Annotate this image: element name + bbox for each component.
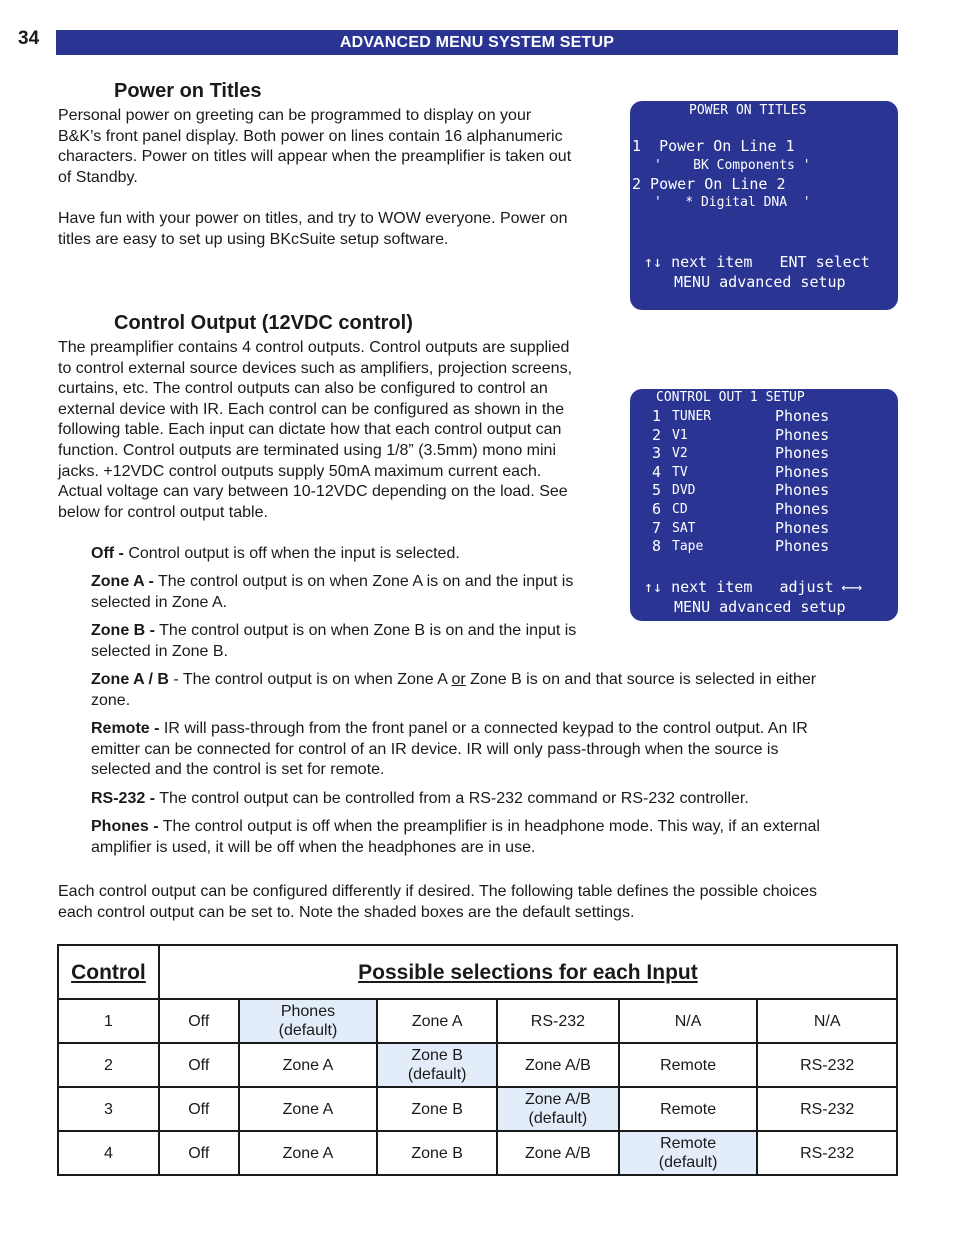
screen-input-name: TV xyxy=(672,464,688,480)
def-rs232 xyxy=(91,789,749,810)
default-label: (default) xyxy=(528,1110,588,1127)
selection-label: RS-232 xyxy=(800,1144,855,1162)
selection-label: N/A xyxy=(813,1012,841,1030)
def-text: The control output is off when the preamplifier is in headphone mode. This way, if an external xyxy=(158,818,820,835)
table-row xyxy=(58,999,897,1043)
def-text: Control output is off when the input is selected. xyxy=(123,545,460,562)
def-off xyxy=(91,544,460,565)
default-selection-cell xyxy=(497,1087,619,1131)
screen-input-name: Tape xyxy=(672,539,704,555)
text-line: following table. Each input can dictate how that each control output can xyxy=(58,421,562,439)
def-text: amplifier is used, it will be off when the headphones are in use. xyxy=(91,838,536,856)
selection-label: N/A xyxy=(674,1012,702,1030)
selection-label: Zone A xyxy=(411,1012,463,1030)
table-row xyxy=(58,1087,897,1131)
def-term: Off - xyxy=(91,545,124,562)
def-text: The control output can be controlled from a RS-232 command or RS-232 controller. xyxy=(155,790,749,807)
def-text: - The control output is on when Zone A xyxy=(168,671,452,688)
selection-label: Zone A/B xyxy=(524,1144,591,1162)
def-zone-a xyxy=(91,572,573,613)
screen-input-name: CD xyxy=(672,502,688,517)
selection-label: Off xyxy=(188,1056,210,1074)
selection-label: RS-232 xyxy=(530,1012,586,1030)
power-on-titles-screen xyxy=(630,101,898,310)
selection-label: Remote xyxy=(660,1135,717,1152)
screen-input-value: Phones xyxy=(775,500,830,518)
selection-cell xyxy=(377,1087,497,1131)
selection-label: Phones xyxy=(280,1003,336,1020)
control-number-cell: 3 xyxy=(58,1087,159,1131)
selection-label: Zone B xyxy=(411,1100,463,1118)
header-control: Control xyxy=(58,945,159,999)
selection-label: Zone A/B xyxy=(524,1056,591,1074)
def-text: selected in Zone B. xyxy=(91,642,228,660)
screen-input-number: 8 xyxy=(652,537,662,556)
def-text: The control output is on when Zone A is on and the input is xyxy=(153,573,574,590)
def-text: selected in Zone A. xyxy=(91,593,228,611)
selection-cell xyxy=(619,1087,758,1131)
closing-para xyxy=(58,882,817,923)
text-line: each control output can be set to. Note the shaded boxes are the default settings. xyxy=(58,903,635,921)
def-text: emitter can be connected for control of an IR device. IR will only pass-through when the source is xyxy=(91,740,779,758)
def-term: Remote - xyxy=(91,720,160,737)
screen-line-1-value: ' BK Components ' xyxy=(654,158,811,173)
selection-cell xyxy=(497,1131,619,1175)
selection-cell xyxy=(239,1131,378,1175)
def-text-underlined: or xyxy=(451,671,466,688)
selection-label: RS-232 xyxy=(800,1056,855,1074)
def-term: Zone A - xyxy=(91,573,154,590)
text-line: Each control output can be configured differently if desired. The following table defines the possible choices xyxy=(58,883,817,900)
default-label: (default) xyxy=(407,1066,467,1083)
selection-label: Zone A xyxy=(282,1144,334,1162)
screen-input-name: V2 xyxy=(672,446,688,462)
def-remote xyxy=(91,719,808,781)
default-selection-cell xyxy=(619,1131,758,1175)
screen-nav-line-1: ↑↓ next item adjust ⟵⟶ xyxy=(644,578,861,596)
control-number-cell: 1 xyxy=(58,999,159,1043)
screen-input-number: 1 xyxy=(652,407,662,425)
def-term: Zone B - xyxy=(91,622,155,639)
selection-label: RS-232 xyxy=(800,1100,855,1118)
def-zone-ab xyxy=(91,670,816,711)
control-selection-table xyxy=(57,944,898,1176)
screen-input-value: Phones xyxy=(775,462,830,481)
selection-cell xyxy=(239,1087,378,1131)
def-text: The control output is on when Zone B is on and the input is xyxy=(155,622,577,639)
screen-input-number: 7 xyxy=(652,518,662,537)
power-on-titles-heading: Power on Titles xyxy=(114,80,262,102)
def-term: RS-232 - xyxy=(91,790,156,807)
text-line: of Standby. xyxy=(58,168,138,186)
screen-input-number: 4 xyxy=(652,462,662,481)
screen-input-value: Phones xyxy=(775,407,830,425)
default-label: (default) xyxy=(278,1022,338,1039)
section-header-title: ADVANCED MENU SYSTEM SETUP xyxy=(339,33,615,51)
control-out-setup-screen xyxy=(630,389,898,621)
screen-input-number: 3 xyxy=(652,444,662,463)
section-header-bar xyxy=(56,30,898,55)
control-number-cell: 4 xyxy=(58,1131,159,1175)
selection-cell xyxy=(757,1131,897,1175)
default-label: (default) xyxy=(658,1154,718,1171)
table-row xyxy=(58,1043,897,1087)
text-line: jacks. +12VDC control outputs supply 50mA maximum current each. xyxy=(58,462,542,480)
selection-cell xyxy=(619,999,758,1043)
selection-label: Zone B xyxy=(411,1144,463,1162)
table-header-row xyxy=(58,945,897,999)
power-on-titles-para-1 xyxy=(58,106,571,188)
selection-cell xyxy=(377,1131,497,1175)
table-row xyxy=(58,1131,897,1175)
selection-label: Zone A/B xyxy=(524,1091,591,1108)
text-line: curtains, etc. The control outputs can also be configured to control an xyxy=(58,380,548,398)
def-text: selected and the control is set for remote. xyxy=(91,761,385,779)
control-output-heading: Control Output (12VDC control) xyxy=(114,312,413,334)
selection-cell xyxy=(497,999,619,1043)
screen-input-name: TUNER xyxy=(672,409,712,424)
def-phones xyxy=(91,817,820,858)
default-selection-cell xyxy=(239,999,378,1043)
control-output-para xyxy=(58,338,572,523)
selection-cell xyxy=(377,999,497,1043)
selection-label: Off xyxy=(188,1100,210,1118)
screen-input-number: 2 xyxy=(652,425,662,444)
screen-nav-line-1: ↑↓ next item ENT select xyxy=(644,253,870,271)
text-line: function. Control outputs are terminated using 1/8” (3.5mm) mono mini xyxy=(58,441,557,459)
text-line: B&K’s front panel display. Both power on lines contain 16 alphanumeric xyxy=(58,127,563,145)
selection-label: Remote xyxy=(660,1056,717,1074)
def-zone-b xyxy=(91,621,576,662)
screen-line-1-label: 1 Power On Line 1 xyxy=(632,137,795,155)
screen-input-number: 6 xyxy=(652,500,662,518)
selection-cell xyxy=(757,1043,897,1087)
selection-cell xyxy=(159,1043,239,1087)
def-text: zone. xyxy=(91,691,131,709)
def-text: IR will pass-through from the front panel or a connected keypad to the control output. An IR xyxy=(159,720,808,737)
text-line: to control external source devices such as amplifiers, projection screens, xyxy=(58,359,573,377)
selection-label: Remote xyxy=(660,1100,717,1118)
page-number: 34 xyxy=(18,28,40,49)
screen-input-value: Phones xyxy=(775,537,830,556)
screen-input-name: V1 xyxy=(672,427,688,443)
selection-cell xyxy=(159,1131,239,1175)
text-line: Personal power on greeting can be programmed to display on your xyxy=(58,107,532,124)
selection-label: Zone B xyxy=(411,1047,463,1064)
selection-cell xyxy=(619,1043,758,1087)
screen-input-name: DVD xyxy=(672,483,696,499)
selection-cell xyxy=(757,999,897,1043)
screen-title: POWER ON TITLES xyxy=(689,103,807,118)
default-selection-cell xyxy=(377,1043,497,1087)
selection-label: Off xyxy=(188,1012,210,1030)
power-on-titles-para-2 xyxy=(58,209,568,250)
text-line: external device with IR. Each control can be configured as shown in the xyxy=(58,400,565,418)
selection-cell xyxy=(497,1043,619,1087)
screen-input-value: Phones xyxy=(775,425,830,444)
screen-input-name: SAT xyxy=(672,520,696,536)
selection-cell xyxy=(239,1043,378,1087)
screen-input-value: Phones xyxy=(775,518,830,537)
text-line: Have fun with your power on titles, and try to WOW everyone. Power on xyxy=(58,210,568,227)
header-selections: Possible selections for each Input xyxy=(159,945,897,999)
selection-cell xyxy=(159,999,239,1043)
selection-label: Zone A xyxy=(282,1056,334,1074)
screen-input-value: Phones xyxy=(775,444,830,463)
screen-nav-line-2: MENU advanced setup xyxy=(674,598,846,616)
text-line: titles are easy to set up using BKcSuite setup software. xyxy=(58,230,449,248)
selection-cell xyxy=(159,1087,239,1131)
selection-label: Off xyxy=(188,1144,210,1162)
screen-title: CONTROL OUT 1 SETUP xyxy=(656,390,805,405)
screen-input-value: Phones xyxy=(775,481,830,500)
screen-line-2-label: 2 Power On Line 2 xyxy=(632,175,786,193)
selection-cell xyxy=(757,1087,897,1131)
text-line: characters. Power on titles will appear when the preamplifier is taken out xyxy=(58,148,572,166)
text-line: below for control output table. xyxy=(58,503,268,521)
screen-input-number: 5 xyxy=(652,481,662,500)
def-term: Zone A / B xyxy=(91,671,169,688)
text-line: Actual voltage can vary between 10-12VDC depending on the load. See xyxy=(58,483,568,501)
text-line: The preamplifier contains 4 control outputs. Control outputs are supplied xyxy=(58,339,570,356)
control-number-cell: 2 xyxy=(58,1043,159,1087)
screen-nav-line-2: MENU advanced setup xyxy=(674,273,846,291)
screen-line-2-value: ' * Digital DNA ' xyxy=(654,195,811,210)
def-term: Phones - xyxy=(91,818,159,835)
selection-label: Zone A xyxy=(282,1100,334,1118)
def-text: Zone B is on and that source is selected in either xyxy=(465,671,817,688)
